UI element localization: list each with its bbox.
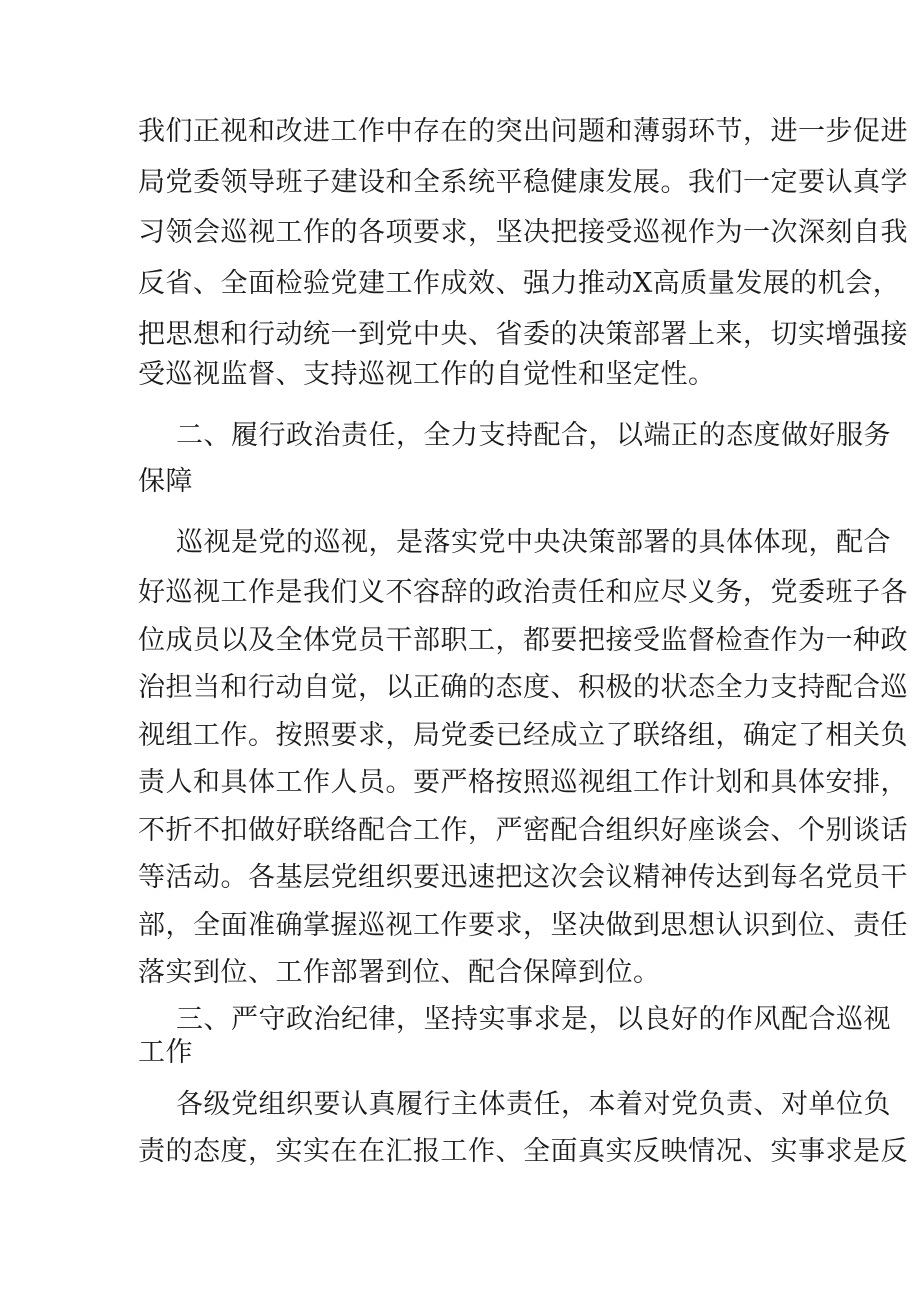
section-3-heading-line-1: 三、严守政治纪律，坚持实事求是，以良好的作风配合巡视 bbox=[176, 1004, 891, 1035]
paragraph-2-line-6: 责人和具体工作人员。要严格按照巡视组工作计划和具体安排， bbox=[138, 767, 908, 798]
paragraph-2-line-8: 等活动。各基层党组织要迅速把这次会议精神传达到每名党员干 bbox=[138, 862, 908, 893]
paragraph-3-line-2: 责的态度，实实在在汇报工作、全面真实反映情况、实事求是反 bbox=[138, 1136, 908, 1167]
paragraph-2-line-4: 治担当和行动自觉，以正确的态度、积极的状态全力支持配合巡 bbox=[138, 672, 908, 703]
paragraph-1-line-1: 我们正视和改进工作中存在的突出问题和薄弱环节，进一步促进 bbox=[138, 116, 908, 147]
paragraph-2-line-5: 视组工作。按照要求，局党委已经成立了联络组，确定了相关负 bbox=[138, 720, 908, 751]
paragraph-2-line-9: 部，全面准确掌握巡视工作要求，坚决做到思想认识到位、责任 bbox=[138, 910, 908, 941]
section-3-heading-line-2: 工作 bbox=[138, 1037, 193, 1068]
paragraph-2-line-1: 巡视是党的巡视，是落实党中央决策部署的具体体现，配合 bbox=[176, 527, 891, 558]
paragraph-1-line-2: 局党委领导班子建设和全系统平稳健康发展。我们一定要认真学 bbox=[138, 167, 908, 198]
section-2-heading-line-2: 保障 bbox=[138, 466, 193, 497]
section-2-heading-line-1: 二、履行政治责任，全力支持配合，以端正的态度做好服务 bbox=[176, 420, 891, 451]
paragraph-2-line-7: 不折不扣做好联络配合工作，严密配合组织好座谈会、个别谈话 bbox=[138, 815, 908, 846]
paragraph-1-line-3: 习领会巡视工作的各项要求，坚决把接受巡视作为一次深刻自我 bbox=[138, 217, 908, 248]
paragraph-3-line-1: 各级党组织要认真履行主体责任，本着对党负责、对单位负 bbox=[176, 1089, 891, 1120]
paragraph-2-line-2: 好巡视工作是我们义不容辞的政治责任和应尽义务，党委班子各 bbox=[138, 577, 908, 608]
paragraph-1-line-4: 反省、全面检验党建工作成效、强力推动X高质量发展的机会， bbox=[138, 268, 901, 299]
paragraph-2-line-10: 落实到位、工作部署到位、配合保障到位。 bbox=[138, 957, 661, 988]
paragraph-2-line-3: 位成员以及全体党员干部职工，都要把接受监督检查作为一种政 bbox=[138, 625, 908, 656]
paragraph-1-line-6: 受巡视监督、支持巡视工作的自觉性和坚定性。 bbox=[138, 359, 716, 390]
paragraph-1-line-5: 把思想和行动统一到党中央、省委的决策部署上来，切实增强接 bbox=[138, 319, 908, 350]
